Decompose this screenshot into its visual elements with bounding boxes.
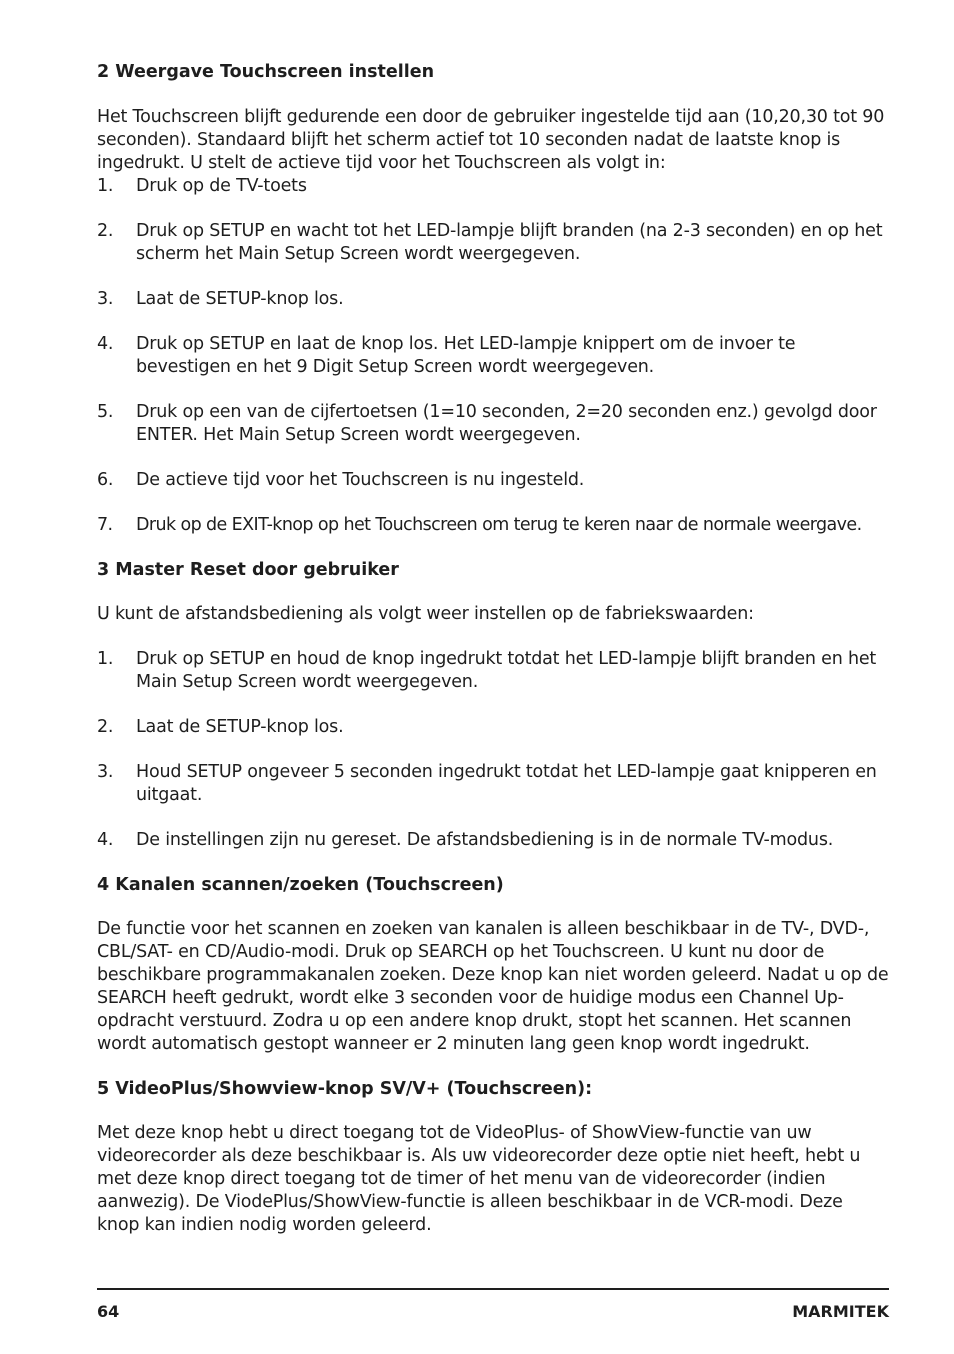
step-number: 6. bbox=[97, 470, 114, 490]
page-content bbox=[97, 60, 889, 1237]
step-text: Druk op SETUP en houd de knop ingedrukt totdat het LED-lampje blijft branden en het Main Setup Screen wordt weergegeven. bbox=[136, 649, 877, 692]
section-body: Met deze knop hebt u direct toegang tot de VideoPlus- of ShowView-functie van uw videorecorder als deze beschikbaar is. Als uw videorecorder deze optie niet heeft, hebt u met deze knop direct toegang tot de timer of het menu van de videorecorder (indien aanwezig). De ViodePlus/ShowView-functie is alleen beschikbaar in de VCR-modi. Deze knop kan indien nodig worden geleerd. bbox=[97, 1123, 861, 1235]
list-item bbox=[97, 514, 889, 537]
list-item bbox=[97, 761, 889, 807]
step-number: 3. bbox=[97, 289, 114, 309]
section-heading-videoplus: 5 VideoPlus/Showview-knop SV/V+ (Touchscreen): bbox=[97, 1079, 593, 1099]
list-item bbox=[97, 288, 889, 311]
section-intro: Het Touchscreen blijft gedurende een door de gebruiker ingestelde tijd aan (10,20,30 tot 90 seconden). Standaard blijft het scherm actief tot 10 seconden nadat de laatste knop is ingedrukt. U stelt de actieve tijd voor het Touchscreen als volgt in: bbox=[97, 107, 885, 173]
step-text: Laat de SETUP-knop los. bbox=[136, 289, 344, 309]
section-heading-touchscreen-display: 2 Weergave Touchscreen instellen bbox=[97, 62, 435, 82]
brand-name: MARMITEK bbox=[792, 1302, 889, 1321]
list-item bbox=[97, 716, 889, 739]
step-number: 4. bbox=[97, 830, 114, 850]
step-text: De instellingen zijn nu gereset. De afstandsbediening is in de normale TV-modus. bbox=[136, 830, 834, 850]
step-number: 1. bbox=[97, 649, 114, 669]
steps-list bbox=[97, 175, 889, 537]
step-text: Druk op een van de cijfertoetsen (1=10 seconden, 2=20 seconden enz.) gevolgd door ENTER. Het Main Setup Screen wordt weergegeven. bbox=[136, 402, 877, 445]
step-number: 1. bbox=[97, 176, 114, 196]
step-text: Houd SETUP ongeveer 5 seconden ingedrukt totdat het LED-lampje gaat knipperen en uitgaat. bbox=[136, 762, 877, 805]
section-heading-channel-scan: 4 Kanalen scannen/zoeken (Touchscreen) bbox=[97, 875, 504, 895]
section-intro: U kunt de afstandsbediening als volgt weer instellen op de fabriekswaarden: bbox=[97, 604, 754, 624]
page-footer bbox=[97, 1288, 889, 1321]
section-heading-master-reset: 3 Master Reset door gebruiker bbox=[97, 560, 399, 580]
step-text: Laat de SETUP-knop los. bbox=[136, 717, 344, 737]
step-number: 5. bbox=[97, 402, 114, 422]
list-item bbox=[97, 469, 889, 492]
page-number: 64 bbox=[97, 1302, 120, 1321]
list-item bbox=[97, 829, 889, 852]
section-body: De functie voor het scannen en zoeken van kanalen is alleen beschikbaar in de TV-, DVD-, CBL/SAT- en CD/Audio-modi. Druk op SEARCH op het Touchscreen. U kunt nu door de beschikbare programmakanalen zoeken. Deze knop kan niet worden geleerd. Nadat u op de SEARCH heeft gedrukt, wordt elke 3 seconden voor de huidige modus een Channel Up-opdracht verstuurd. Zodra u op een andere knop drukt, stopt het scannen. Het scannen wordt automatisch gestopt wanneer er 2 minuten lang geen knop wordt ingedrukt. bbox=[97, 919, 889, 1054]
step-text: Druk op SETUP en wacht tot het LED-lampje blijft branden (na 2-3 seconden) en op het scherm het Main Setup Screen wordt weergegeven. bbox=[136, 221, 883, 264]
step-number: 4. bbox=[97, 334, 114, 354]
step-text: Druk op SETUP en laat de knop los. Het LED-lampje knippert om de invoer te bevestigen en het 9 Digit Setup Screen wordt weergegeven. bbox=[136, 334, 796, 377]
step-number: 2. bbox=[97, 717, 114, 737]
step-text: De actieve tijd voor het Touchscreen is nu ingesteld. bbox=[136, 470, 585, 490]
step-number: 2. bbox=[97, 221, 114, 241]
list-item bbox=[97, 333, 889, 379]
steps-list bbox=[97, 648, 889, 852]
step-text: Druk op de TV-toets bbox=[136, 176, 307, 196]
list-item bbox=[97, 648, 889, 694]
step-number: 3. bbox=[97, 762, 114, 782]
step-text: Druk op de EXIT-knop op het Touchscreen om terug te keren naar de normale weergave. bbox=[136, 515, 862, 535]
list-item bbox=[97, 401, 889, 447]
list-item bbox=[97, 175, 889, 198]
list-item bbox=[97, 220, 889, 266]
step-number: 7. bbox=[97, 515, 113, 535]
